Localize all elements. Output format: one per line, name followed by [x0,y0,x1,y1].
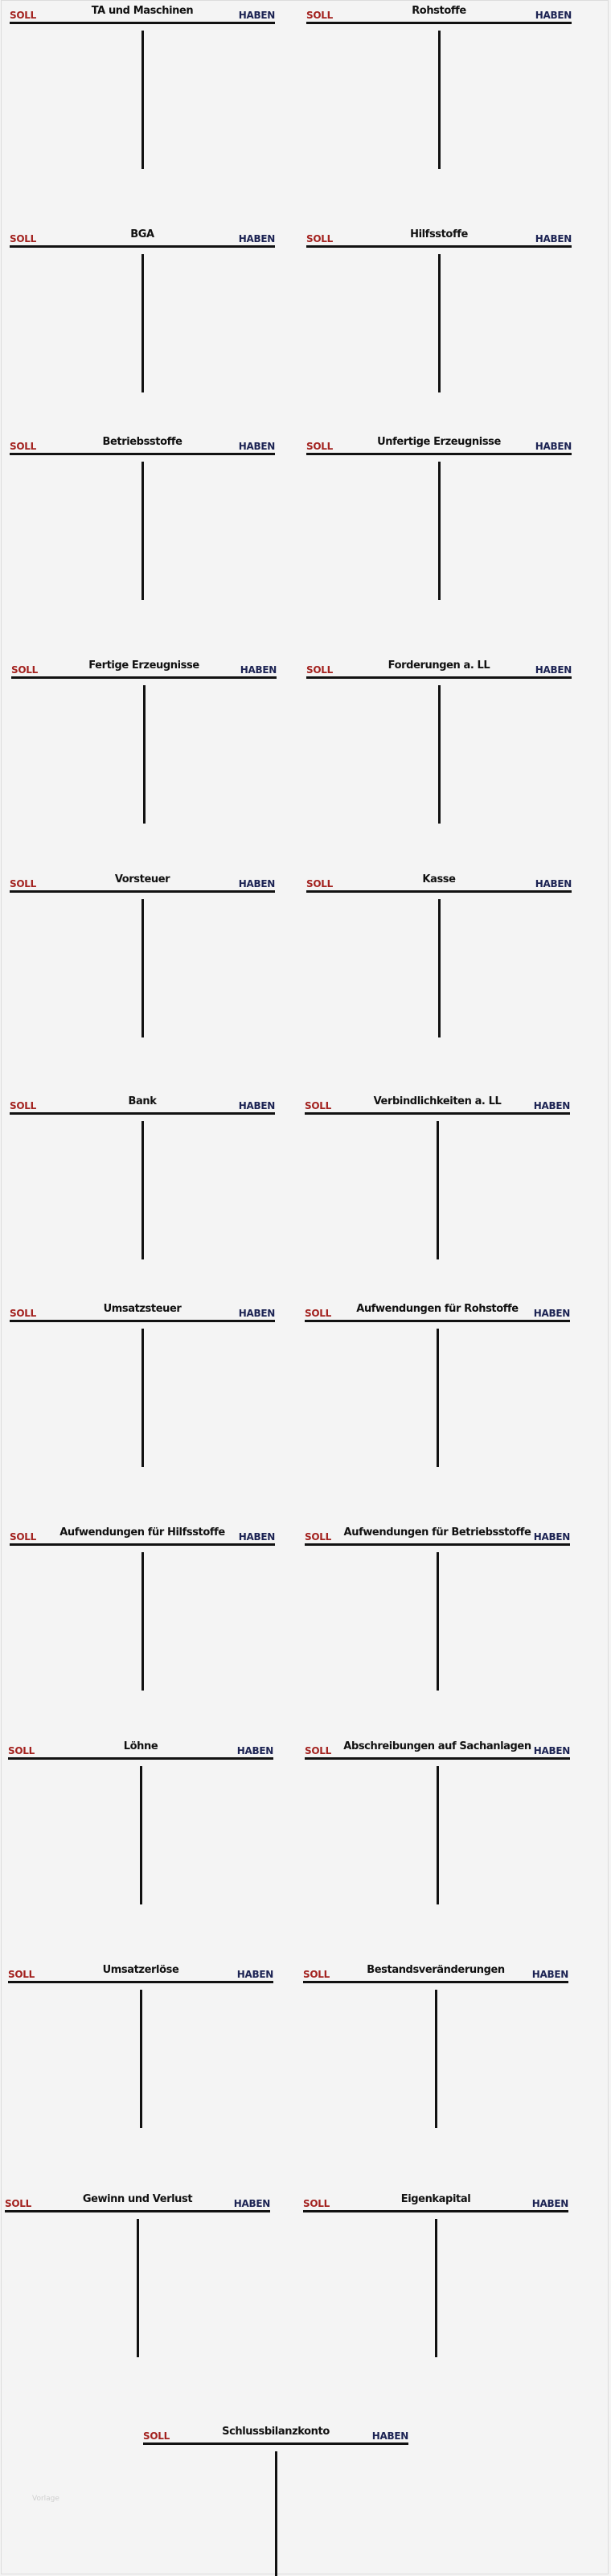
account-vertical-line [435,2219,437,2357]
soll-label: SOLL [11,664,38,676]
haben-label: HABEN [535,441,572,452]
soll-label: SOLL [10,878,36,889]
account-vertical-line [141,254,144,392]
soll-label: SOLL [8,1969,35,1980]
account-horizontal-line [10,1543,275,1546]
soll-label: SOLL [305,1745,331,1756]
account-vertical-line [438,31,441,169]
account-horizontal-line [306,676,572,679]
account-title: Umsatzsteuer [103,1303,182,1315]
haben-label: HABEN [533,1308,570,1319]
soll-label: SOLL [306,878,333,889]
account-vertical-line [141,462,144,600]
soll-label: SOLL [10,1100,36,1111]
account-horizontal-line [10,245,275,248]
t-account-aufwendungen-hilfsstoffe [10,1526,275,1703]
account-title: Aufwendungen für Betriebsstoffe [343,1526,531,1539]
t-account-aufwendungen-betriebsstoffe [305,1526,570,1703]
account-title: Gewinn und Verlust [82,2193,193,2205]
haben-label: HABEN [238,1100,275,1111]
soll-label: SOLL [10,1531,36,1543]
account-vertical-line [141,1329,144,1467]
soll-label: SOLL [10,441,36,452]
t-account-kasse [306,873,572,1050]
account-vertical-line [438,462,441,600]
account-vertical-line [437,1329,439,1467]
account-vertical-line [437,1552,439,1691]
haben-label: HABEN [238,878,275,889]
account-title: Fertige Erzeugnisse [88,659,199,672]
soll-label: SOLL [306,441,333,452]
account-horizontal-line [11,676,277,679]
account-vertical-line [141,31,144,169]
account-horizontal-line [10,453,275,455]
account-horizontal-line [10,1112,275,1115]
haben-label: HABEN [535,664,572,676]
haben-label: HABEN [240,664,277,676]
soll-label: SOLL [303,2198,330,2209]
t-account-aufwendungen-rohstoffe [305,1303,570,1480]
t-account-gewinn-und-verlust [5,2193,270,2370]
account-horizontal-line [303,1981,568,1983]
t-account-umsatzsteuer [10,1303,275,1480]
haben-label: HABEN [535,233,572,244]
account-horizontal-line [143,2442,408,2445]
account-horizontal-line [306,22,572,24]
account-title: Vorsteuer [114,873,170,885]
account-title: Betriebsstoffe [102,436,182,448]
account-vertical-line [438,254,441,392]
t-account-schlussbilanzkonto [143,2426,408,2576]
account-title: Eigenkapital [400,2193,471,2205]
t-account-bga [10,228,275,405]
account-title: Abschreibungen auf Sachanlagen [343,1740,531,1752]
soll-label: SOLL [306,664,333,676]
haben-label: HABEN [238,441,275,452]
haben-label: HABEN [533,1745,570,1756]
account-vertical-line [437,1766,439,1904]
account-title: BGA [130,228,154,240]
account-vertical-line [141,899,144,1037]
account-vertical-line [435,1990,437,2128]
t-account-bank [10,1095,275,1272]
haben-label: HABEN [531,2198,568,2209]
account-vertical-line [140,1766,142,1904]
account-title: Aufwendungen für Rohstoffe [356,1303,519,1315]
account-vertical-line [437,1121,439,1259]
account-title: Aufwendungen für Hilfsstoffe [59,1526,225,1539]
account-horizontal-line [10,1320,275,1322]
account-title: Forderungen a. LL [388,659,490,672]
t-account-loehne [8,1740,273,1917]
account-title: Rohstoffe [412,5,466,17]
watermark: Vorlage [32,2495,59,2503]
haben-label: HABEN [238,233,275,244]
soll-label: SOLL [305,1100,331,1111]
account-title: Umsatzerlöse [102,1964,179,1976]
account-vertical-line [137,2219,139,2357]
account-title: Bank [128,1095,157,1107]
haben-label: HABEN [238,1308,275,1319]
t-account-umsatzerloese [8,1964,273,2141]
haben-label: HABEN [535,10,572,21]
haben-label: HABEN [236,1969,273,1980]
soll-label: SOLL [303,1969,330,1980]
account-title: Verbindlichkeiten a. LL [373,1095,502,1107]
soll-label: SOLL [10,10,36,21]
soll-label: SOLL [5,2198,31,2209]
account-horizontal-line [306,245,572,248]
account-horizontal-line [8,1981,273,1983]
account-horizontal-line [306,453,572,455]
soll-label: SOLL [143,2430,170,2442]
soll-label: SOLL [305,1531,331,1543]
haben-label: HABEN [371,2430,408,2442]
haben-label: HABEN [233,2198,270,2209]
account-title: TA und Maschinen [91,5,194,17]
account-horizontal-line [10,890,275,893]
haben-label: HABEN [535,878,572,889]
account-title: Hilfsstoffe [410,228,468,240]
account-horizontal-line [306,890,572,893]
t-account-betriebsstoffe [10,436,275,613]
t-account-vorsteuer [10,873,275,1050]
t-account-fertige-erzeugnisse [11,659,277,836]
haben-label: HABEN [533,1100,570,1111]
account-horizontal-line [303,2210,568,2212]
account-title: Bestandsveränderungen [367,1964,505,1976]
t-account-eigenkapital [303,2193,568,2370]
account-vertical-line [438,685,441,824]
account-horizontal-line [10,22,275,24]
account-horizontal-line [305,1757,570,1760]
t-account-verbindlichkeiten [305,1095,570,1272]
account-horizontal-line [305,1112,570,1115]
soll-label: SOLL [306,233,333,244]
haben-label: HABEN [531,1969,568,1980]
haben-label: HABEN [236,1745,273,1756]
account-vertical-line [438,899,441,1037]
t-account-rohstoffe [306,5,572,182]
account-horizontal-line [305,1320,570,1322]
haben-label: HABEN [238,10,275,21]
account-vertical-line [143,685,146,824]
soll-label: SOLL [10,1308,36,1319]
account-horizontal-line [8,1757,273,1760]
soll-label: SOLL [305,1308,331,1319]
account-horizontal-line [305,1543,570,1546]
soll-label: SOLL [8,1745,35,1756]
haben-label: HABEN [533,1531,570,1543]
account-vertical-line [275,2451,277,2576]
account-vertical-line [141,1121,144,1259]
haben-label: HABEN [238,1531,275,1543]
account-title: Kasse [422,873,456,885]
t-account-hilfsstoffe [306,228,572,405]
t-account-ta-und-maschinen [10,5,275,182]
account-vertical-line [140,1990,142,2128]
account-vertical-line [141,1552,144,1691]
soll-label: SOLL [306,10,333,21]
t-account-forderungen [306,659,572,836]
t-account-unfertige-erzeugnisse [306,436,572,613]
account-title: Löhne [123,1740,158,1752]
soll-label: SOLL [10,233,36,244]
account-title: Schlussbilanzkonto [222,2426,330,2438]
t-account-bestandsveraenderungen [303,1964,568,2141]
account-title: Unfertige Erzeugnisse [377,436,501,448]
t-account-abschreibungen [305,1740,570,1917]
account-horizontal-line [5,2210,270,2212]
